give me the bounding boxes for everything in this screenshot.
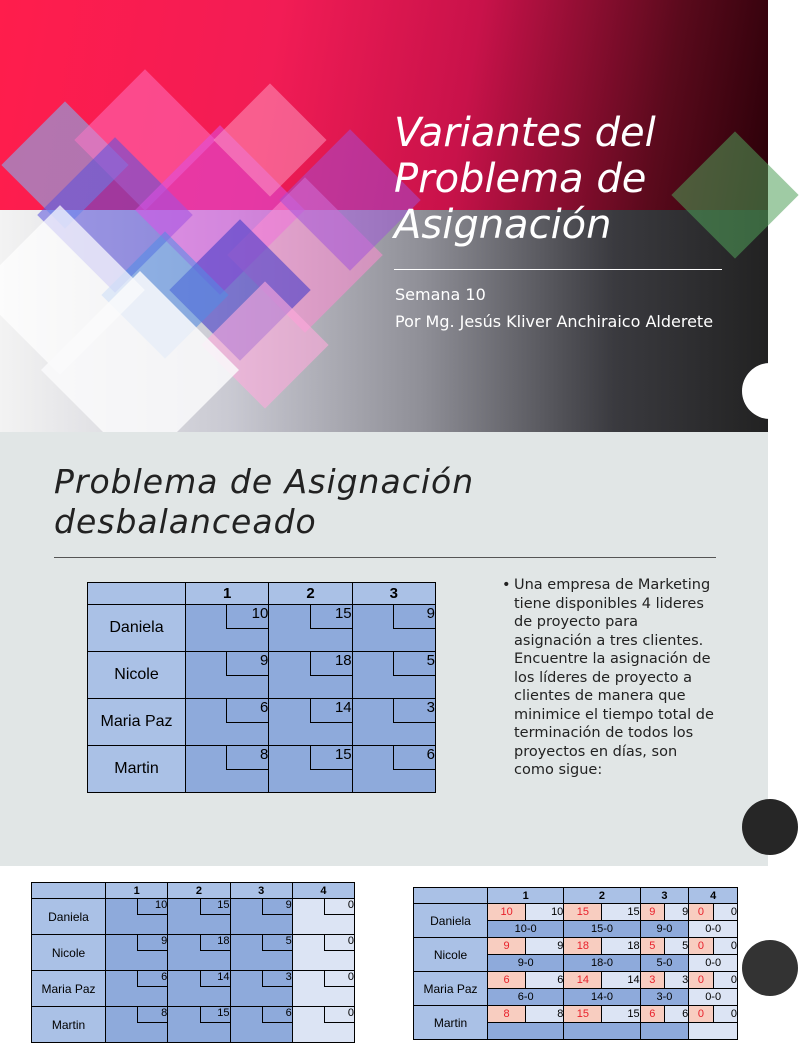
row-label: Maria Paz	[414, 972, 488, 1006]
cost-value: 9	[393, 605, 435, 629]
slide-title	[394, 110, 734, 248]
column-header: 4	[292, 883, 354, 899]
table-cell	[186, 652, 269, 699]
table-cell	[269, 605, 352, 652]
column-header: 3	[640, 888, 689, 904]
table-cell	[269, 746, 352, 793]
slide-nav-button[interactable]	[742, 799, 798, 855]
slide-nav-button[interactable]	[742, 363, 798, 419]
difference-value: 0-0	[689, 955, 738, 972]
table-cell	[106, 935, 168, 971]
difference-value	[640, 1023, 689, 1040]
column-header: 2	[269, 583, 352, 605]
table-cell	[352, 746, 435, 793]
title-line: Problema de	[394, 156, 647, 202]
table-cell	[106, 1007, 168, 1043]
cost-value: 14	[602, 972, 640, 989]
balanced-cost-table	[31, 882, 355, 1043]
row-label: Martin	[414, 1006, 488, 1040]
title-line: Asignación	[394, 202, 612, 248]
cost-table	[87, 582, 436, 793]
bullet-text: Una empresa de Marketing tiene disponibles 4 lideres de proyecto para asignación a tres clientes. Encuentre la asignación de los líderes de proyecto a clientes de manera que minimice el tiempo total de terminación de todos los proyectos en días, son como sigue:	[514, 577, 714, 778]
cost-value: 14	[200, 971, 230, 987]
bullet-marker: •	[502, 577, 511, 593]
cost-value: 9	[262, 899, 292, 915]
cost-value: 8	[137, 1007, 167, 1023]
cost-value: 0	[324, 935, 354, 951]
cost-value: 15	[200, 1007, 230, 1023]
solution-slide	[0, 866, 768, 1032]
row-label: Maria Paz	[88, 699, 186, 746]
table-cell	[106, 899, 168, 935]
table-cell	[168, 971, 230, 1007]
cost-value: 15	[310, 746, 352, 770]
difference-value: 0-0	[689, 989, 738, 1006]
cost-value: 10	[137, 899, 167, 915]
row-label: Daniela	[88, 605, 186, 652]
problem-statement	[502, 576, 717, 780]
table-cell	[352, 699, 435, 746]
highlight-value: 8	[488, 1006, 526, 1023]
highlight-value: 5	[640, 938, 664, 955]
cost-value: 15	[602, 904, 640, 921]
row-label: Nicole	[32, 935, 106, 971]
difference-value: 6-0	[488, 989, 564, 1006]
table-corner	[32, 883, 106, 899]
heading-line: Problema de Asignación	[54, 462, 475, 501]
table-cell	[168, 1007, 230, 1043]
highlight-value: 9	[640, 904, 664, 921]
table-cell	[352, 652, 435, 699]
table-cell	[230, 899, 292, 935]
dummy-cell	[292, 935, 354, 971]
table-cell	[230, 1007, 292, 1043]
table-cell	[269, 652, 352, 699]
difference-value: 5-0	[640, 955, 689, 972]
highlight-value: 0	[689, 938, 713, 955]
row-label: Maria Paz	[32, 971, 106, 1007]
cost-value: 0	[713, 904, 737, 921]
subtitle: Semana 10	[395, 285, 486, 304]
cost-value: 9	[137, 935, 167, 951]
column-header: 3	[352, 583, 435, 605]
difference-value	[488, 1023, 564, 1040]
table-corner	[88, 583, 186, 605]
cost-value: 6	[393, 746, 435, 770]
highlight-value: 10	[488, 904, 526, 921]
table-cell	[186, 699, 269, 746]
title-slide	[0, 0, 768, 432]
difference-value: 3-0	[640, 989, 689, 1006]
table-cell	[352, 605, 435, 652]
difference-value: 0-0	[689, 921, 738, 938]
title-divider	[394, 269, 722, 270]
cost-value: 0	[324, 899, 354, 915]
table-cell	[230, 935, 292, 971]
cost-value: 3	[262, 971, 292, 987]
difference-value: 18-0	[564, 955, 640, 972]
heading-line: desbalanceado	[54, 502, 317, 541]
cost-value: 0	[324, 971, 354, 987]
cost-value: 10	[226, 605, 268, 629]
highlight-value: 0	[689, 904, 713, 921]
cost-value: 18	[200, 935, 230, 951]
column-header: 3	[230, 883, 292, 899]
cost-value: 15	[310, 605, 352, 629]
difference-value: 9-0	[640, 921, 689, 938]
cost-value: 18	[602, 938, 640, 955]
difference-value: 10-0	[488, 921, 564, 938]
difference-value: 9-0	[488, 955, 564, 972]
difference-value: 14-0	[564, 989, 640, 1006]
highlight-value: 6	[488, 972, 526, 989]
table-cell	[168, 899, 230, 935]
table-corner	[414, 888, 488, 904]
row-label: Nicole	[88, 652, 186, 699]
cost-value: 9	[226, 652, 268, 676]
cost-value: 0	[713, 1006, 737, 1023]
cost-value: 9	[664, 904, 688, 921]
cost-value: 3	[664, 972, 688, 989]
cost-value: 8	[226, 746, 268, 770]
row-label: Daniela	[32, 899, 106, 935]
difference-value	[689, 1023, 738, 1040]
cost-value: 5	[262, 935, 292, 951]
column-header: 1	[488, 888, 564, 904]
slide-heading	[54, 462, 474, 542]
difference-value: 15-0	[564, 921, 640, 938]
cost-value: 10	[526, 904, 564, 921]
highlight-value: 0	[689, 972, 713, 989]
dummy-cell	[292, 971, 354, 1007]
table-cell	[186, 605, 269, 652]
cost-value: 0	[713, 938, 737, 955]
column-header: 1	[186, 583, 269, 605]
cost-value: 6	[664, 1006, 688, 1023]
difference-value	[564, 1023, 640, 1040]
highlight-value: 15	[564, 1006, 602, 1023]
cost-value: 14	[310, 699, 352, 723]
highlight-value: 9	[488, 938, 526, 955]
row-label: Martin	[32, 1007, 106, 1043]
content-slide	[0, 432, 768, 866]
dummy-cell	[292, 899, 354, 935]
table-cell	[168, 935, 230, 971]
highlight-value: 3	[640, 972, 664, 989]
cost-value: 0	[713, 972, 737, 989]
table-cell	[186, 746, 269, 793]
column-header: 2	[564, 888, 640, 904]
reduction-table	[413, 887, 738, 1040]
highlight-value: 6	[640, 1006, 664, 1023]
table-cell	[269, 699, 352, 746]
highlight-value: 14	[564, 972, 602, 989]
slide-nav-button[interactable]	[742, 940, 798, 996]
cost-value: 18	[310, 652, 352, 676]
cost-value: 6	[226, 699, 268, 723]
cost-value: 6	[262, 1007, 292, 1023]
heading-divider	[54, 557, 716, 558]
cost-value: 15	[200, 899, 230, 915]
row-label: Martin	[88, 746, 186, 793]
table-cell	[230, 971, 292, 1007]
cost-value: 5	[393, 652, 435, 676]
row-label: Nicole	[414, 938, 488, 972]
column-header: 4	[689, 888, 738, 904]
cost-value: 6	[526, 972, 564, 989]
cost-value: 0	[324, 1007, 354, 1023]
column-header: 2	[168, 883, 230, 899]
column-header: 1	[106, 883, 168, 899]
dummy-cell	[292, 1007, 354, 1043]
title-line: Variantes del	[394, 110, 656, 156]
cost-value: 15	[602, 1006, 640, 1023]
highlight-value: 15	[564, 904, 602, 921]
table-cell	[106, 971, 168, 1007]
highlight-value: 0	[689, 1006, 713, 1023]
cost-value: 9	[526, 938, 564, 955]
cost-value: 8	[526, 1006, 564, 1023]
cost-value: 5	[664, 938, 688, 955]
cost-value: 6	[137, 971, 167, 987]
row-label: Daniela	[414, 904, 488, 938]
highlight-value: 18	[564, 938, 602, 955]
cost-value: 3	[393, 699, 435, 723]
author-line: Por Mg. Jesús Kliver Anchiraico Alderete	[395, 312, 714, 331]
